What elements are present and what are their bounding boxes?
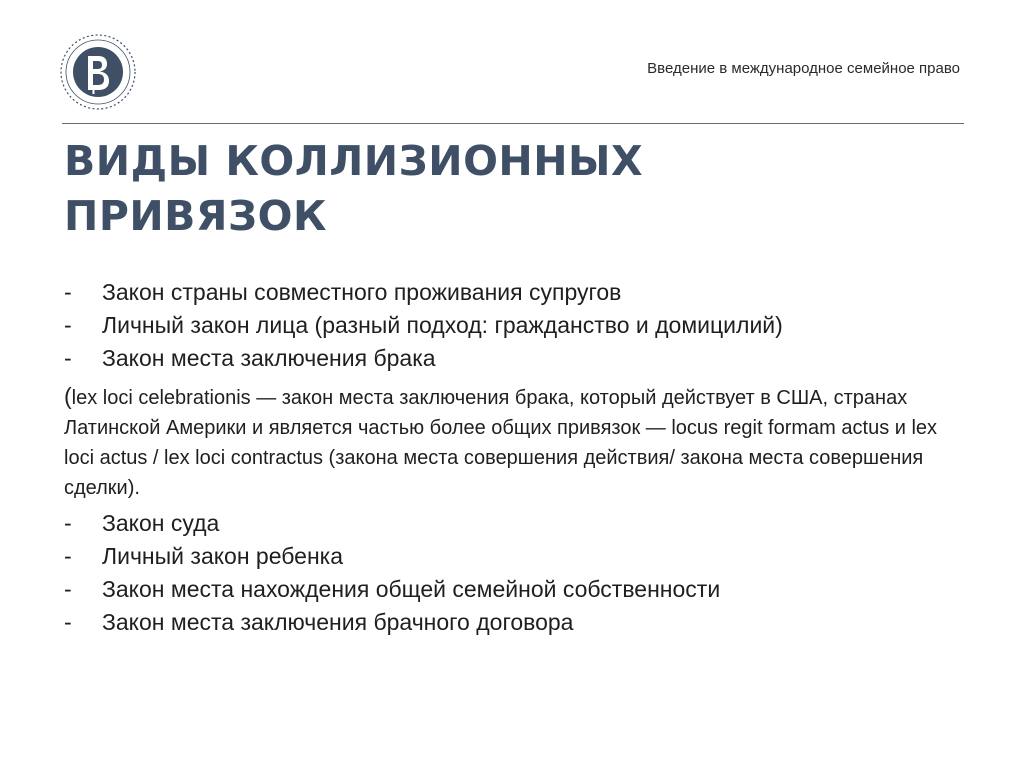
bullet-dash: - xyxy=(64,510,72,536)
list-item-text: Закон места нахождения общей семейной собственности xyxy=(102,576,721,602)
slide-title xyxy=(64,134,864,244)
list-item xyxy=(64,507,964,540)
list-item-text: Личный закон лица (разный подход: гражданство и домицилий) xyxy=(102,312,783,338)
list-item-text: Закон суда xyxy=(102,510,220,536)
list-item xyxy=(64,606,964,639)
list-item xyxy=(64,573,964,606)
list-item xyxy=(64,342,964,375)
explanatory-note xyxy=(64,381,964,503)
note-open-paren: ( xyxy=(64,383,72,409)
note-text: lex loci celebrationis — закон места заключения брака, который действует в США, странах Латинской Америки и является частью более общих привязок — locus regit formam actus и lex loci actus / lex loci contractus (закона места совершения действия/ закона места совершения сделки). xyxy=(64,387,938,499)
list-item-text: Личный закон ребенка xyxy=(102,543,344,569)
hse-university-emblem-icon xyxy=(58,32,138,112)
bullet-dash: - xyxy=(64,543,72,569)
list-item xyxy=(64,309,964,342)
list-item-text: Закон места заключения брачного договора xyxy=(102,609,574,635)
course-title: Введение в международное семейное право xyxy=(647,60,960,77)
slide-title-line-1: ВИДЫ КОЛЛИЗИОННЫХ xyxy=(64,137,644,185)
list-item-text: Закон страны совместного проживания супругов xyxy=(102,279,622,305)
slide-title-line-2: ПРИВЯЗОК xyxy=(64,192,327,240)
header-divider xyxy=(62,123,964,124)
bullet-dash: - xyxy=(64,609,72,635)
slide-body xyxy=(64,276,964,639)
bullet-dash: - xyxy=(64,312,72,338)
bullet-dash: - xyxy=(64,345,72,371)
list-item xyxy=(64,276,964,309)
list-item xyxy=(64,540,964,573)
list-item-text: Закон места заключения брака xyxy=(102,345,436,371)
bullet-dash: - xyxy=(64,279,72,305)
bullet-dash: - xyxy=(64,576,72,602)
